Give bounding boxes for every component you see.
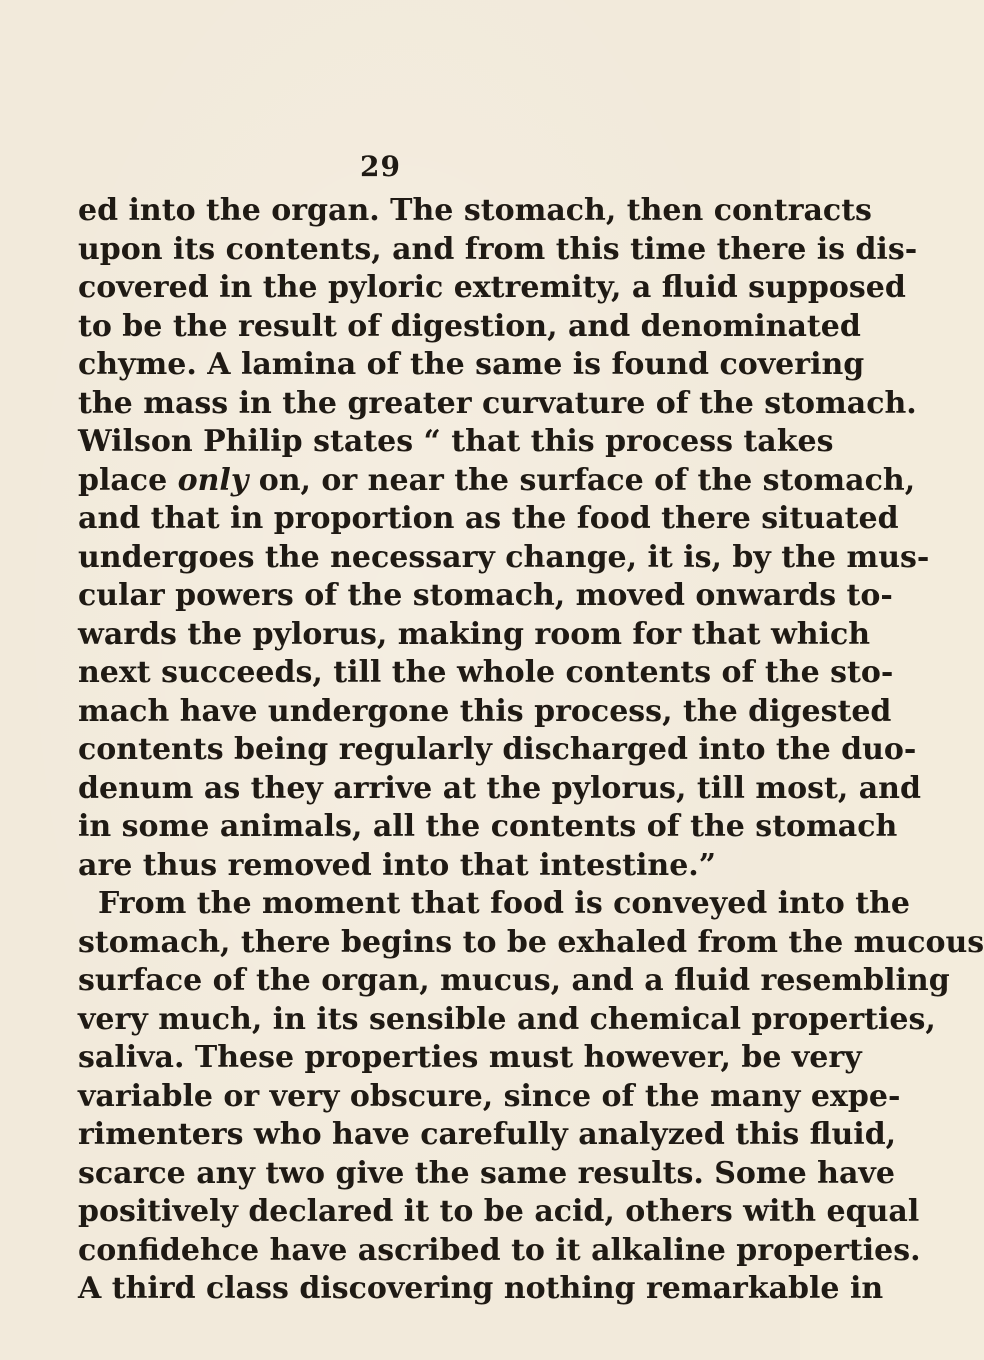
text-line: next succeeds, till the whole contents of the sto- [78, 655, 894, 690]
text-line: variable or very obscure, since of the many expe- [78, 1078, 901, 1114]
text-line: undergoes the necessary change, it is, by the mus- [78, 539, 930, 575]
body-text [78, 192, 984, 1309]
text-line: mach have undergone this process, the digested [78, 693, 892, 729]
text-line: scarce any two give the same results. Some have [78, 1155, 895, 1191]
text-line: are thus removed into that intestine.” [78, 847, 716, 883]
text-line: covered in the pyloric extremity, a fluid supposed [78, 270, 906, 305]
text-line: the mass in the greater curvature of the stomach. [78, 385, 917, 421]
text-line: chyme. A lamina of the same is found covering [78, 347, 865, 382]
text-line: in some animals, all the contents of the stomach [78, 809, 898, 844]
paragraph-start-line: From the moment that food is conveyed into the [98, 886, 910, 921]
text-line: to be the result of digestion, and denominated [78, 308, 861, 344]
text-line: Wilson Philip states “ that this process takes [78, 424, 834, 459]
text-line: denum as they arrive at the pylorus, till most, and [78, 770, 921, 806]
text-line: A third class discovering nothing remarkable in [78, 1271, 884, 1306]
text-segment: place [78, 462, 178, 498]
emphasis-word: only [177, 462, 249, 498]
text-line: upon its contents, and from this time there is dis- [78, 231, 918, 267]
text-line: cular powers of the stomach, moved onwards to- [78, 578, 893, 613]
text-line: confidehce have ascribed to it alkaline properties. [78, 1232, 921, 1268]
text-line: contents being regularly discharged into the duo- [78, 732, 917, 767]
page-number: 29 [360, 150, 401, 183]
text-line: very much, in its sensible and chemical properties, [78, 1001, 936, 1037]
text-line: surface of the organ, mucus, and a fluid resembling [78, 963, 950, 998]
text-line: saliva. These properties must however, be very [78, 1040, 862, 1075]
text-line: ed into the organ. The stomach, then contracts [78, 193, 872, 228]
text-line: wards the pylorus, making room for that which [78, 616, 871, 652]
text-line-with-emphasis [78, 462, 916, 501]
text-line: and that in proportion as the food there situated [78, 501, 899, 536]
text-segment: on, or near the surface of the stomach, [248, 462, 916, 498]
text-line: positively declared it to be acid, others with equal [78, 1194, 920, 1229]
text-line: stomach, there begins to be exhaled from the mucous [78, 924, 984, 960]
text-line: rimenters who have carefully analyzed this fluid, [78, 1117, 897, 1152]
